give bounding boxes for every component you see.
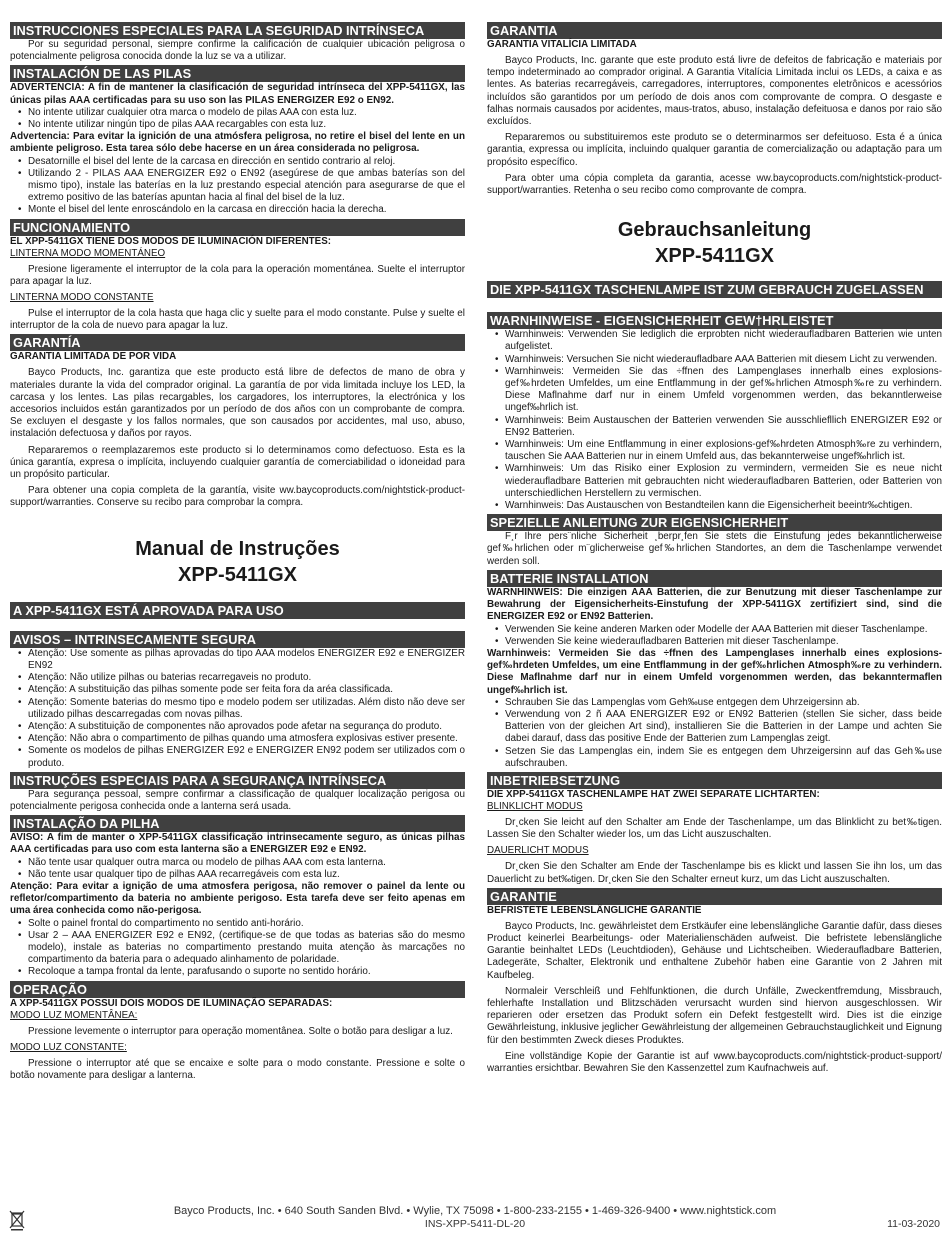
list-item: • Warnhinweis: Versuchen Sie nicht wiederaufladbare AAA Batterien mit diesem Licht zu verwenden.: [487, 354, 942, 366]
list-item: • Verwenden Sie keine wiederaufladbaren Batterien mit dieser Taschenlampe.: [487, 636, 942, 648]
de-warning-1: WARNHINWEIS: Die einzigen AAA Batterien, die zur Benutzung mit dieser Taschenlampe zur Bewahrung der Eigensicherheits-Einstufung der XPP-5411GX zertifiziert sind, sind die ENERGIZER E92 or EN92 Batterien.: [487, 586, 942, 623]
de-warning-2: Warnhinweis: Vermeiden Sie das ÷ffnen des Lampenglases innerhalb eines explosions-gef‰hrdeten Umfeldes, um eine Entflammung in der gef‰hrlichen Atmosph‰re zu verhindern. Diese Maflnahme darf nur in einem Umfeld vorgenommen werden, das bekanntermaflen ungef‰hrlich ist.: [487, 647, 942, 696]
pt-notice: AVISO: A fim de manter o XPP-5411GX classificação intrinsecamente seguro, as únicas pilhas AAA certificadas para uso com esta lanterna são a ENERGIZER E92 e EN92.: [10, 832, 465, 856]
de-warnings-heading: WARNHINWEISE - EIGENSICHERHEIT GEW†HRLEISTET: [487, 312, 942, 329]
pt-approved-heading: A XPP-5411GX ESTÁ APROVADA PARA USO: [10, 602, 465, 619]
list-item: • No intente utilizar ningún tipo de pilas AAA recargables con esta luz.: [10, 119, 465, 131]
de-blink-title: BLINKLICHT MODUS: [487, 800, 583, 812]
es-warning-2: Advertencia: Para evitar la ignición de una atmósfera peligrosa, no retire el bisel del lente en un ambiente peligroso. Esta tarea sólo debe hacerse en un área considerada no peligrosa.: [10, 131, 465, 155]
pt-attention: Atenção: Para evitar a ignição de uma atmosfera perigosa, não remover o painel da lente ou refletor/compartimento da bateria no ambiente perigoso. Esta tarefa deve ser feito apenas em uma área conhecida como não-perigosa.: [10, 880, 465, 917]
de-warranty-text-2: Normaleir Verschleiß und Fehlfunktionen, die durch Unfälle, Zweckentfremdung, Missbrauch, fehlerhafte Installation und Blitzschäden verursacht wurden sind hiervon ausgeschlossen. Wir reparieren oder ersetzen das Produkt sofern ein Defekt festgestellt wird. Dies ist die einzige Gewährleistung, inklusive jeglicher Gewährleistung der allgemeinen Gebrauchstauglichkeit und Eignung für den bestimmten Zweck dieses Produktes.: [487, 985, 942, 1046]
list-item: • Não tente usar qualquer tipo de pilhas AAA recarregáveis com esta luz.: [10, 869, 465, 881]
es-constant-text: Pulse el interruptor de la cola hasta que haga clic y suelte para el modo constante. Pulse y suelte el interruptor de la cola de nuevo para apagar la luz.: [10, 308, 465, 332]
list-item: • Verwendung von 2 ñ AAA ENERGIZER E92 or EN92 Batterien (stellen Sie sicher, dass beide Batterien von der gleichen Art sind), installieren Sie die Batterien in der Lampe und achten Sie dabei darauf, dass das positive Ende der Batterien zum Lampenglas zeigt.: [487, 709, 942, 746]
de-warranty-text-1: Bayco Products, Inc. gewährleistet dem Erstkäufer eine lebenslängliche Garantie dafür, dass dieses Product keinerlei Bearbeitungs- oder Materialienschäden aufweist. Die befristete lebenslängliche Garantie beinhaltet LEDs (Leuchtdioden), Gehäuse und Lichtscheiben. Wiederaufladbare Batterien, Ladegeräte, Schalter, Elektronik und enthaltene Zubehör haben eine Garantie von 2 Jahren mit Kaufbeleg.: [487, 920, 942, 981]
pt-warranty-text-1: Bayco Products, Inc. garante que este produto está livre de defeitos de fabricação e materiais por tempo indeterminado ao comprador original. A Garantia Vitalícia Limitada inclui os LEDs, a caixa e as lentes. As baterias recarregáveis, carregadores, interruptores, componentes eletrônicos e acessórios incluídos são garantidos por um período de dois anos com comprovante de compra. O desgaste e falhas normais causados por acidentes, maus-tratos, abuso, instalação defeituosa e danos por raio são excluídos.: [487, 55, 942, 128]
de-safety-heading: SPEZIELLE ANLEITUNG ZUR EIGENSICHERHEIT: [487, 514, 942, 531]
footer-code: INS-XPP-5411-DL-20: [424, 1218, 526, 1230]
es-operation-subheading: EL XPP-5411GX TIENE DOS MODOS DE ILUMINACIÓN DIFERENTES:: [10, 235, 331, 247]
pt-battery-heading: INSTALAÇÃO DA PILHA: [10, 815, 465, 832]
right-column: [487, 22, 942, 1075]
list-item: • Atenção: Não utilize pilhas ou baterias recarregaveis no produto.: [10, 672, 465, 684]
es-safety-heading: INSTRUCCIONES ESPECIALES PARA LA SEGURIDAD INTRÍNSECA: [10, 22, 465, 39]
list-item: • Atenção: A substituição de componentes não aprovados pode afetar na segurança do produto.: [10, 721, 465, 733]
es-constant-title: LINTERNA MODO CONSTANTE: [10, 292, 154, 304]
pt-manual-model: XPP-5411GX: [178, 563, 297, 586]
es-batteries-heading: INSTALACIÓN DE LAS PILAS: [10, 65, 465, 82]
list-item: • Atenção: A substituição das pilhas somente pode ser feita fora da aréa classificada.: [10, 684, 465, 696]
es-warranty-text-2: Repararemos o reemplazaremos este producto si lo determinamos como defectuoso. Esta es la única garantía, expresa o implícita, incluyendo cualquier garantía de comerciabilidad o idoneidad para un propósito particular.: [10, 444, 465, 481]
de-manual-title: Gebrauchsanleitung: [617, 219, 812, 242]
list-item: • Warnhinweis: Um eine Entflammung in einer explosions-gef‰hrdeten Atmosph‰re zu verhindern, tauschen Sie AAA Batterien nur in einem Umfeld aus, das bekannterweise ungef‰hrlich ist.: [487, 439, 942, 463]
pt-constant-text: Pressione o interruptor até que se encaixe e solte para o modo constante. Pressione e solte o botão novamente para desligar a lanterna.: [10, 1057, 465, 1081]
de-operation-subheading: DIE XPP-5411GX TASCHENLAMPE HAT ZWEI SEPARATE LICHTARTEN:: [487, 788, 820, 800]
list-item: • No intente utilizar cualquier otra marca o modelo de pilas AAA con esta luz.: [10, 107, 465, 119]
pt-warnings-heading: AVISOS – INTRINSECAMENTE SEGURA: [10, 631, 465, 648]
list-item: • Utilizando 2 - PILAS AAA ENERGIZER E92 o EN92 (asegúrese de que ambas baterías son del mismo tipo), instale las baterías en la luz prestando especial atención para asegurarse de que el extremo positivo de las baterías apuntan hacia al final del bisel de la luz.: [10, 168, 465, 205]
pt-safety-heading: INSTRUÇÕES ESPECIAIS PARA A SEGURANÇA INTRÍNSECA: [10, 772, 465, 789]
left-column: [10, 22, 465, 1082]
pt-list-2: [10, 918, 465, 979]
pt-operation-heading: OPERAÇÃO: [10, 981, 465, 998]
es-safety-text: Por su seguridad personal, siempre confirme la calificación de cualquier ubicación peligrosa o potencialmente peligrosa conocida donde la luz se va a utilizar.: [10, 39, 465, 63]
list-item: • Solte o painel frontal do compartimento no sentido anti-horário.: [10, 918, 465, 930]
pt-manual-title: Manual de Instruções: [135, 537, 340, 560]
list-item: • Atenção: Somente baterias do mesmo tipo e modelo podem ser utilizadas. Além disto não deve ser utilizado pilhas descarregadas com novas pilhas.: [10, 697, 465, 721]
de-manual-model: XPP-5411GX: [655, 245, 774, 268]
pt-warranty-text-3: Para obter uma cópia completa da garantia, acesse ww.baycoproducts.com/nightstick-product-support/warranties. Retenha o seu recibo como comprovante de compra.: [487, 172, 942, 197]
list-item: • Setzen Sie das Lampenglas ein, indem Sie es entgegen dem Uhrzeigersinn auf das Geh‰use aufschrauben.: [487, 746, 942, 770]
de-approved-heading: DIE XPP-5411GX TASCHENLAMPE IST ZUM GEBRAUCH ZUGELASSEN: [487, 281, 942, 298]
es-momentary-text: Presione ligeramente el interruptor de la cola para la operación momentánea. Suelte el interruptor para apagar la luz.: [10, 263, 465, 287]
list-item: • Verwenden Sie keine anderen Marken oder Modelle der AAA Batterien mit dieser Taschenlampe.: [487, 624, 942, 636]
pt-warnings-list: [10, 648, 465, 770]
list-item: • Warnhinweis: Beim Austauschen der Batterien verwenden Sie ausschliefllich ENERGIZER E92 or EN92 Batterien.: [487, 415, 942, 439]
es-list-1: [10, 107, 465, 131]
de-warnings-list: [487, 329, 942, 512]
de-warranty-heading: GARANTIE: [487, 888, 942, 905]
de-warranty-text-3: Eine vollständige Kopie der Garantie ist auf www.baycoproducts.com/nightstick-product-support/ warranties ersichtbar. Bewahren Sie den Kassenzettel zum Kaufnachweis auf.: [487, 1050, 942, 1074]
footer-address: Bayco Products, Inc. • 640 South Sanden Blvd. • Wylie, TX 75098 • 1-800-233-2155 • 1-469-326-9400 • www.nightstick.com: [173, 1205, 777, 1217]
de-list-2: [487, 697, 942, 770]
es-warranty-subheading: GARANTIA LIMITADA DE POR VIDA: [10, 351, 177, 363]
es-list-2: [10, 156, 465, 217]
list-item: • Não tente usar qualquer outra marca ou modelo de pilhas AAA com esta lanterna.: [10, 857, 465, 869]
pt-constant-title: MODO LUZ CONSTANTE:: [10, 1041, 127, 1053]
list-item: • Warnhinweis: Vermeiden Sie das ÷ffnen des Lampenglases innerhalb eines explosions-gef‰hrdeten Umfeldes, um eine Entflammung in der gef‰hrlichen Atmosph‰re zu verhindern. Diese Maflnahme darf nur in einem Umfeld vorgenommen werden, das bekanntlerweise ungef‰hrlich ist.: [487, 366, 942, 415]
es-momentary-title: LINTERNA MODO MOMENTÁNEO: [10, 247, 166, 259]
de-safety-text: F¸r Ihre pers¨nliche Sicherheit ¸berpr¸fen Sie stets die Einstufung jedes bekanntlicherweise gef‰hrlichen oder m¨glicherweise gef‰hrlichen Standortes, an dem die Taschenlampe verwendet werden soll.: [487, 531, 942, 567]
list-item: • Monte el bisel del lente enroscándolo en la carcasa en dirección hacia la derecha.: [10, 204, 465, 216]
list-item: • Atenção: Não abra o compartimento de pilhas quando uma atmosfera explosivas estiver presente.: [10, 733, 465, 745]
footer-date: 11-03-2020: [887, 1218, 940, 1230]
list-item: • Desatornille el bisel del lente de la carcasa en dirección en sentido contrario al reloj.: [10, 156, 465, 168]
de-battery-heading: BATTERIE INSTALLATION: [487, 570, 942, 587]
pt-warranty-subheading: GARANTIA VITALÍCIA LIMITADA: [487, 39, 637, 50]
pt-warranty-text-2: Repararemos ou substituiremos este produto se o determinarmos ser defeituoso. Esta é a única garantia, expressa ou implícita, incluindo qualquer garantia de comercialização ou adaptação para um propósito específico.: [487, 132, 942, 168]
list-item: • Schrauben Sie das Lampenglas vom Geh‰use entgegen dem Uhrzeigersinn ab.: [487, 697, 942, 709]
pt-operation-subheading: A XPP-5411GX POSSUI DOIS MODOS DE ILUMINAÇÃO SEPARADAS:: [10, 997, 333, 1009]
list-item: • Somente os modelos de pilhas ENERGIZER E92 e ENERGIZER EN92 podem ser utilizados com o produto.: [10, 745, 465, 769]
es-warning-1: ADVERTENCIA: A fin de mantener la clasificación de seguridad intrínseca del XPP-5411GX, las únicas pilas AAA certificadas para su uso son las PILAS ENERGIZER E92 o EN92.: [10, 82, 465, 106]
pt-safety-text: Para segurança pessoal, sempre confirmar a classificação de qualquer localização perigosa ou potencialmente perigosa conhecida onde a lanterna será usada.: [10, 788, 465, 812]
footer: [0, 1205, 950, 1235]
de-constant-text: Dr¸cken Sie den Schalter am Ende der Taschenlampe bis es klickt und lassen Sie ihn los, um das Dauerlicht zu bet‰tigen. Dr¸cken Sie den Schalter erneut kurz, um das Licht auszuschalten.: [487, 861, 942, 885]
de-constant-title: DAUERLICHT MODUS: [487, 845, 589, 857]
de-operation-heading: INBETRIEBSETZUNG: [487, 772, 942, 789]
list-item: • Warnhinweis: Verwenden Sie lediglich die erprobten nicht wiederaufladbaren Batterien wie unten aufgelistet.: [487, 329, 942, 353]
es-warranty-text-1: Bayco Products, Inc. garantiza que este producto está libre de defectos de mano de obra y materiales durante la vida del comprador original. La garantía de por vida limitada incluye los LED, la carcasa y los lentes. Las pilas recargables, los cargadores, los interruptores, la electrónica y los accesorios incluidos están garantizados por un período de dos años con un comprobante de compra. Se excluyen el desgaste y los fallos normales, que son causados por accidentes, mal uso, abuso, instalación defectuosa y daños por rayos.: [10, 367, 465, 440]
list-item: • Warnhinweis: Um das Risiko einer Explosion zu vermindern, vermeiden Sie es neue nicht wiederaufladbare Batterien mit gebrauchten nicht wiederaufladbaren Batterien, oder Batterien von unterschiedlichen Herstellern zu vermischen.: [487, 463, 942, 500]
es-warranty-heading: GARANTÍA: [10, 334, 465, 351]
de-warranty-subheading: BEFRISTETE LEBENSLÄNGLICHE GARANTIE: [487, 904, 702, 916]
list-item: • Atenção: Use somente as pilhas aprovadas do tipo AAA modelos ENERGIZER E92 e ENERGIZER EN92: [10, 648, 465, 672]
pt-warranty-heading: GARANTIA: [487, 22, 942, 39]
list-item: • Recoloque a tampa frontal da lente, parafusando o suporte no sentido horário.: [10, 966, 465, 978]
es-operation-heading: FUNCIONAMIENTO: [10, 219, 465, 236]
list-item: • Usar 2 – AAA ENERGIZER E92 e EN92, (certifique-se de que todas as baterias são do mesmo modelo), instale as baterias no compartimento prestando muita atenção às marcações no compartimento da bateria para o adequado alinhamento de polaridade.: [10, 930, 465, 967]
pt-momentary-text: Pressione levemente o interruptor para operação momentânea. Solte o botão para desligar a luz.: [28, 1025, 453, 1037]
pt-list-1: [10, 857, 465, 881]
pt-momentary-title: MODO LUZ MOMENTÂNEA:: [10, 1009, 138, 1021]
es-warranty-text-3: Para obtener una copia completa de la garantía, visite ww.baycoproducts.com/nightstick-product-support/warranties. Conserve su recibo para comprobar la compra.: [10, 485, 465, 509]
de-blink-text: Dr¸cken Sie leicht auf den Schalter am Ende der Taschenlampe, um das Blinklicht zu bet‰tigen. Lassen Sie den Schalter wieder los, um das Licht auszuschalten.: [487, 816, 942, 841]
de-list-1: [487, 624, 942, 648]
list-item: • Warnhinweis: Das Austauschen von Bestandteilen kann die Eigensicherheit beeintr‰chtigen.: [487, 500, 942, 512]
